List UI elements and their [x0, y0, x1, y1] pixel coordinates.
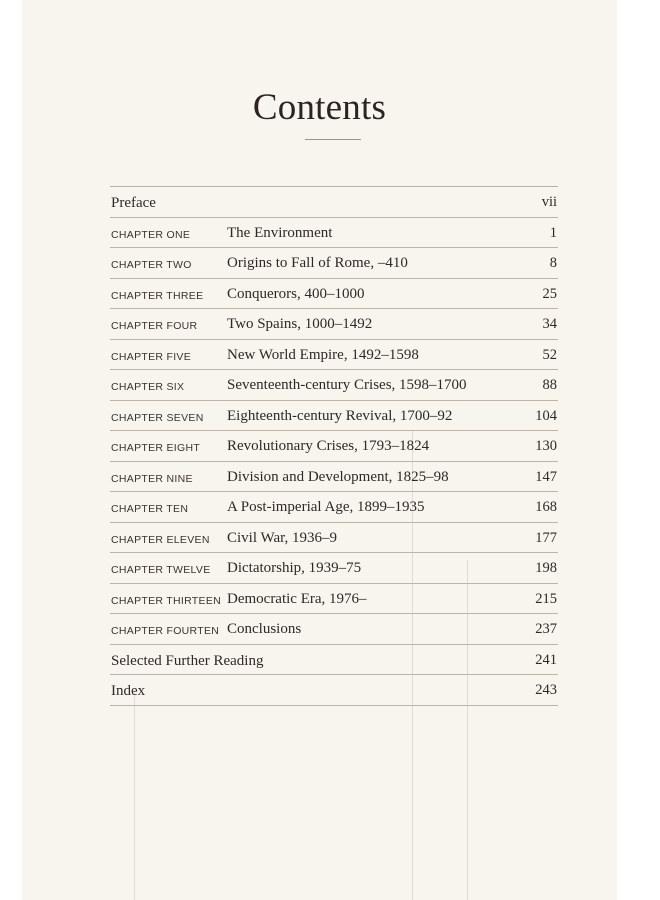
chapter-label: CHAPTER SEVEN [111, 411, 204, 424]
toc-page-number: 215 [535, 590, 557, 607]
toc-entry-label: Preface [111, 195, 156, 211]
toc-page-number: 243 [535, 682, 557, 698]
toc-page-number: 147 [535, 468, 557, 485]
toc-page-number: 177 [535, 529, 557, 546]
chapter-label: CHAPTER THIRTEEN [111, 594, 222, 607]
toc-page-number: 34 [542, 316, 557, 332]
chapter-label: CHAPTER FOURTEN [111, 625, 220, 637]
toc-row-chapter[interactable] [110, 431, 558, 462]
page-title: Contents [252, 87, 387, 128]
table-of-contents [110, 186, 558, 706]
chapter-label: CHAPTER SIX [111, 381, 185, 393]
chapter-label: CHAPTER NINE [111, 472, 193, 485]
toc-page-number: 241 [535, 651, 557, 668]
toc-page-number: 104 [535, 407, 557, 424]
toc-row-chapter[interactable] [110, 401, 558, 432]
toc-page-number: 8 [549, 255, 557, 271]
toc-row-chapter[interactable] [110, 553, 558, 584]
toc-row-chapter[interactable] [110, 462, 558, 493]
toc-row-chapter[interactable] [110, 614, 558, 645]
title-divider [305, 139, 361, 140]
toc-row-preface[interactable] [110, 187, 558, 218]
chapter-label: CHAPTER TEN [111, 503, 189, 515]
toc-page-number: 198 [535, 560, 557, 576]
paper-crease [134, 690, 135, 900]
toc-row-chapter[interactable] [110, 523, 558, 554]
chapter-title: Civil War, 1936–9 [227, 529, 337, 546]
toc-page-number: 25 [542, 285, 557, 302]
chapter-title: Seventeenth-century Crises, 1598–1700 [227, 377, 467, 393]
chapter-title: Eighteenth-century Revival, 1700–92 [227, 407, 453, 424]
toc-row-index[interactable] [110, 675, 558, 706]
chapter-label: CHAPTER ELEVEN [111, 533, 210, 546]
chapter-title: Two Spains, 1000–1492 [227, 316, 373, 332]
chapter-title: Division and Development, 1825–98 [227, 468, 449, 485]
chapter-label: CHAPTER TWELVE [111, 564, 211, 576]
toc-page-number: 237 [535, 621, 557, 637]
toc-row-chapter[interactable] [110, 248, 558, 279]
chapter-title: Origins to Fall of Rome, –410 [227, 255, 408, 271]
toc-entry-label: Index [111, 683, 146, 699]
toc-row-chapter[interactable] [110, 340, 558, 371]
chapter-title: New World Empire, 1492–1598 [227, 346, 419, 363]
toc-row-chapter[interactable] [110, 218, 558, 249]
chapter-label: CHAPTER FOUR [111, 320, 198, 332]
book-page [22, 0, 617, 900]
chapter-title: A Post-imperial Age, 1899–1935 [227, 499, 425, 515]
chapter-title: Conclusions [227, 621, 302, 637]
chapter-title: The Environment [227, 224, 333, 241]
chapter-title: Revolutionary Crises, 1793–1824 [227, 438, 430, 454]
chapter-label: CHAPTER THREE [111, 289, 204, 302]
toc-row-chapter[interactable] [110, 492, 558, 523]
chapter-label: CHAPTER TWO [111, 259, 192, 271]
chapter-label: CHAPTER ONE [111, 228, 191, 241]
toc-page-number: 130 [535, 438, 557, 454]
toc-page-number: 1 [549, 224, 557, 241]
toc-row-chapter[interactable] [110, 584, 558, 615]
chapter-title: Democratic Era, 1976– [227, 590, 367, 607]
toc-page-number: vii [541, 194, 557, 210]
chapter-label: CHAPTER EIGHT [111, 442, 201, 454]
toc-row-chapter[interactable] [110, 309, 558, 340]
toc-page-number: 88 [542, 377, 557, 393]
chapter-title: Dictatorship, 1939–75 [227, 560, 362, 576]
toc-page-number: 168 [535, 499, 557, 515]
toc-row-further-reading[interactable] [110, 645, 558, 676]
toc-entry-label: Selected Further Reading [111, 652, 264, 669]
chapter-title: Conquerors, 400–1000 [227, 285, 365, 302]
toc-row-chapter[interactable] [110, 279, 558, 310]
toc-row-chapter[interactable] [110, 370, 558, 401]
chapter-label: CHAPTER FIVE [111, 350, 192, 363]
toc-page-number: 52 [542, 346, 557, 363]
